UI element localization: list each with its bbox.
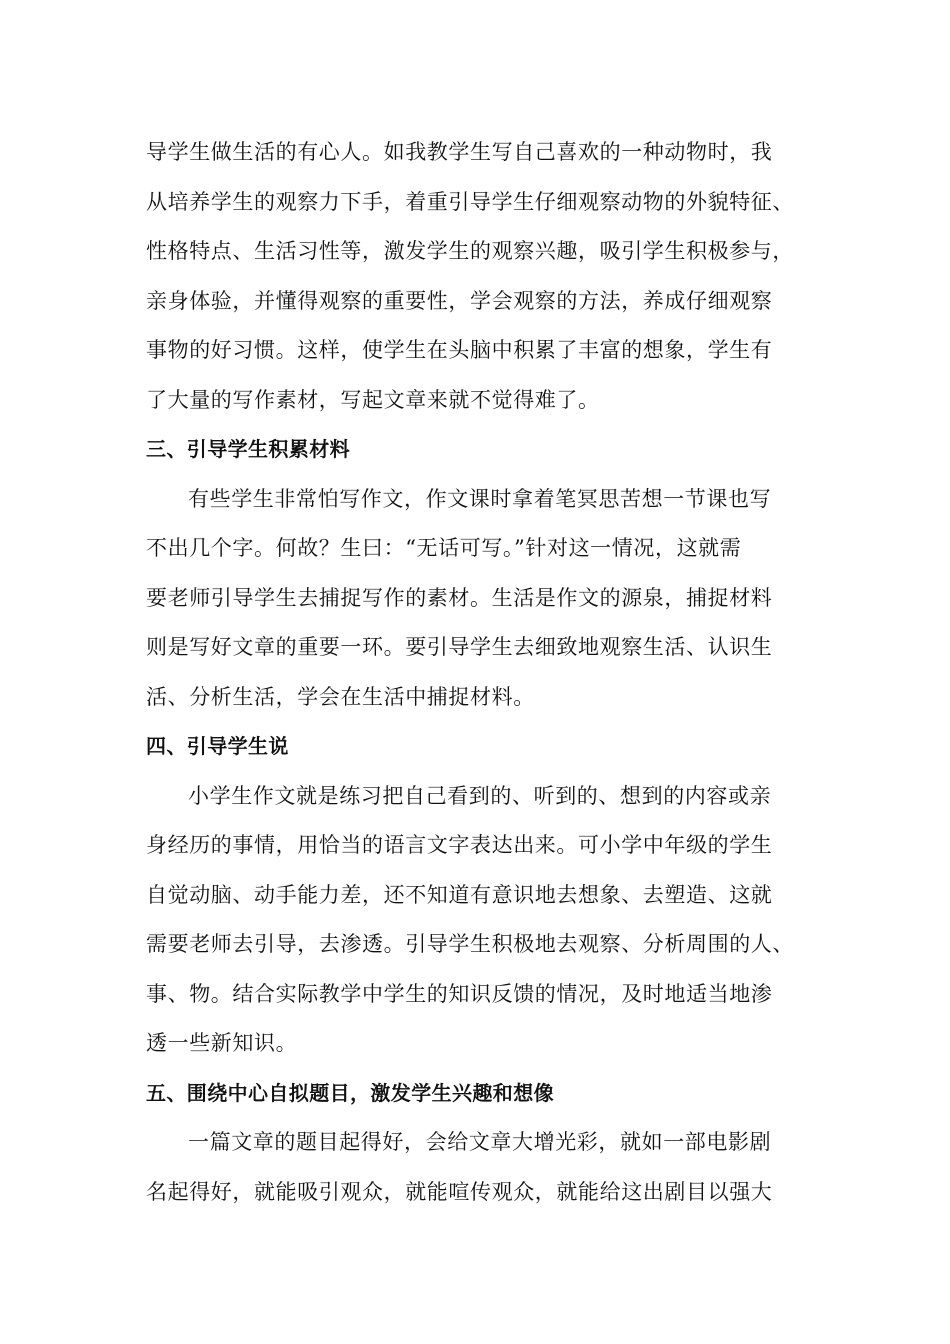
section-heading-3: 三、引导学生积累材料 <box>146 437 350 461</box>
paragraph-first-line: 有些学生非常怕写作文，作文课时拿着笔冥思苦想一节课也写 <box>188 486 772 511</box>
paragraph-line: 了大量的写作素材，写起文章来就不觉得难了。 <box>146 387 600 412</box>
paragraph-line: 亲身体验，并懂得观察的重要性，学会观察的方法，养成仔细观察 <box>146 288 773 313</box>
paragraph-first-line: 小学生作文就是练习把自己看到的、听到的、想到的内容或亲 <box>188 783 772 808</box>
paragraph-line: 性格特点、生活习性等，激发学生的观察兴趣，吸引学生积极参与， <box>146 239 794 263</box>
paragraph-line: 事物的好习惯。这样，使学生在头脑中积累了丰富的想象，学生有 <box>146 338 773 362</box>
paragraph-line: 需要老师去引导，去渗透。引导学生积极地去观察、分析周围的人、 <box>146 932 794 956</box>
paragraph-line: 导学生做生活的有心人。如我教学生写自己喜欢的一种动物时，我 <box>146 140 773 164</box>
paragraph-line: 透一些新知识。 <box>146 1031 298 1055</box>
paragraph-line: 身经历的事情，用恰当的语言文字表达出来。可小学中年级的学生 <box>146 833 773 857</box>
paragraph-line: 不出几个字。何故？生曰：“无话可写。”针对这一情况，这就需 <box>146 536 742 560</box>
paragraph-line: 活、分析生活，学会在生活中捕捉材料。 <box>146 684 535 709</box>
section-heading-5: 五、围绕中心自拟题目，激发学生兴趣和想像 <box>146 1080 554 1105</box>
paragraph-line: 事、物。结合实际教学中学生的知识反馈的情况，及时地适当地渗 <box>146 981 773 1006</box>
paragraph-first-line: 一篇文章的题目起得好，会给文章大增光彩，就如一部电影剧 <box>188 1130 772 1154</box>
paragraph-line: 从培养学生的观察力下手，着重引导学生仔细观察动物的外貌特征、 <box>146 189 794 214</box>
document-body <box>146 128 826 1217</box>
paragraph-line: 自觉动脑、动手能力差，还不知道有意识地去想象、去塑造、这就 <box>146 882 773 907</box>
paragraph-line: 则是写好文章的重要一环。要引导学生去细致地观察生活、认识生 <box>146 635 773 659</box>
section-heading-4: 四、引导学生说 <box>146 734 289 758</box>
paragraph-line: 要老师引导学生去捕捉写作的素材。生活是作文的源泉，捕捉材料 <box>146 585 773 610</box>
paragraph-line: 名起得好，就能吸引观众，就能喧传观众，就能给这出剧目以强大 <box>146 1179 773 1204</box>
